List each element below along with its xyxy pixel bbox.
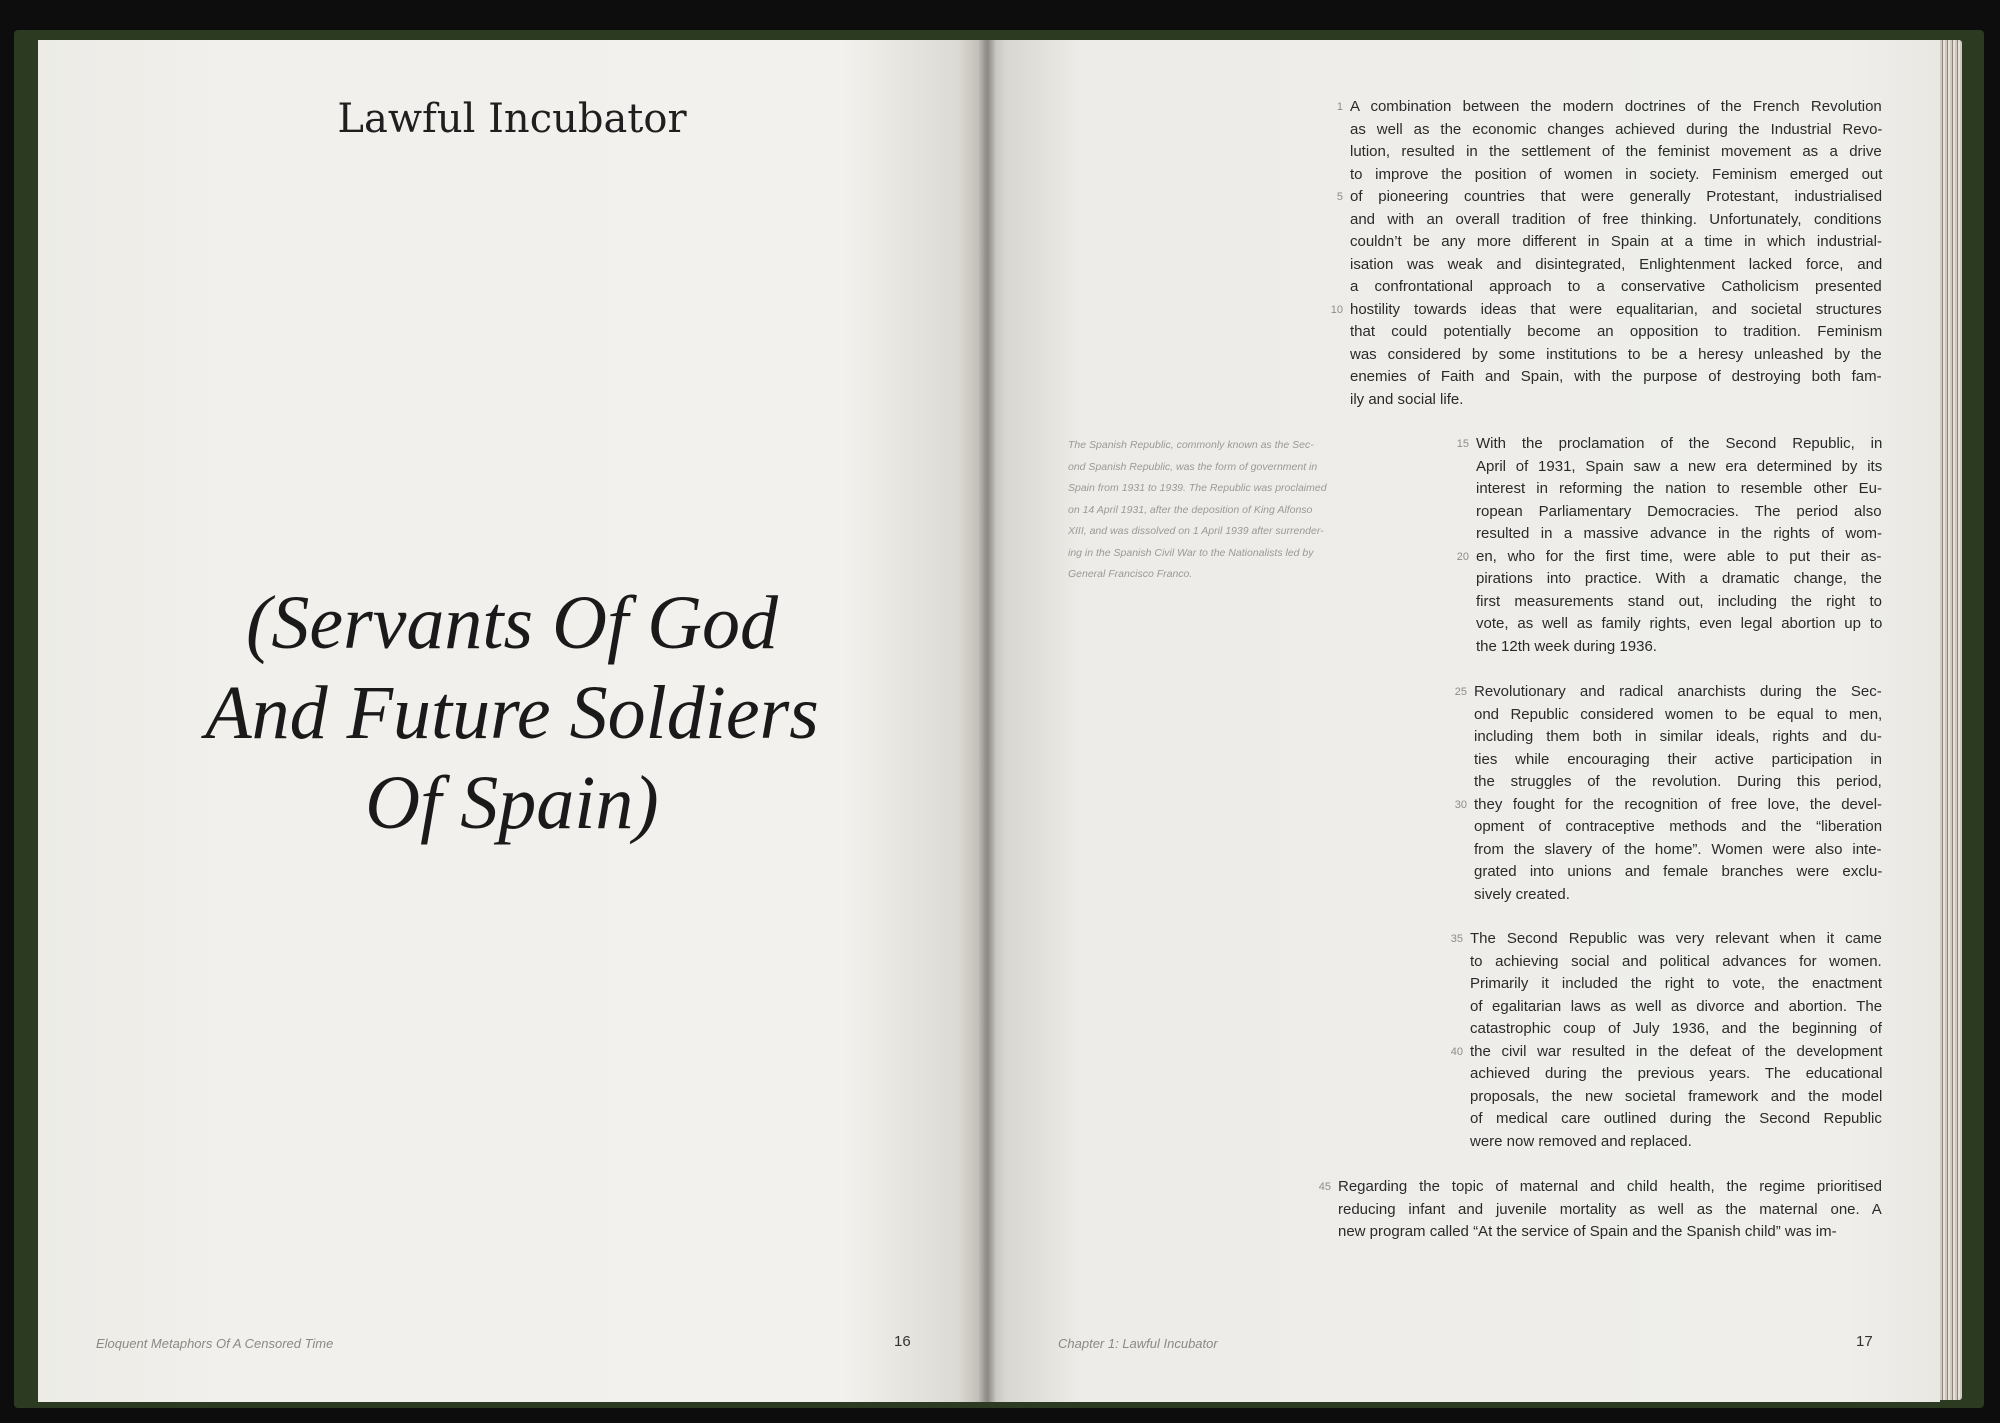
line-text: achieved during the previous years. The educational xyxy=(1470,1065,1883,1082)
right-footer: Chapter 1: Lawful Incubator xyxy=(1058,1336,1218,1351)
line-text: of medical care outlined during the Second Republic xyxy=(1470,1110,1882,1127)
note-line: XIII, and was dissolved on 1 April 1939 after surrender- xyxy=(1068,525,1324,537)
line-text: April of 1931, Spain saw a new era determined by its xyxy=(1476,457,1883,475)
note-line: ond Spanish Republic, was the form of government in xyxy=(1068,460,1318,473)
line-text: and with an overall tradition of free thinking. Unfortunately, conditions xyxy=(1350,210,1882,228)
text-line xyxy=(1350,254,1882,277)
line-text: resulted in a massive advance in the rights of wom- xyxy=(1476,525,1882,542)
line-text: Primarily it included the right to vote, the enactment xyxy=(1470,975,1883,992)
line-text: isation was weak and disintegrated, Enlightenment lacked force, and xyxy=(1350,255,1883,273)
body-paragraph xyxy=(1450,928,1883,1153)
text-line xyxy=(1336,186,1883,209)
line-text: opment of contraceptive methods and the “liberation xyxy=(1474,818,1883,835)
line-text: ond Republic considered women to be equal to men, xyxy=(1474,705,1883,723)
text-line xyxy=(1470,1131,1882,1154)
text-line xyxy=(1338,1221,1882,1244)
page-edges xyxy=(1940,40,1962,1400)
text-line xyxy=(1474,771,1882,794)
line-text: first measurements stand out, including the right to xyxy=(1476,592,1883,610)
body-paragraph xyxy=(1456,433,1883,658)
text-line xyxy=(1456,433,1883,456)
line-number: 45 xyxy=(1318,1181,1331,1193)
line-text: catastrophic coup of July 1936, and the beginning of xyxy=(1470,1020,1882,1037)
text-line xyxy=(1476,568,1882,591)
text-line xyxy=(1350,164,1882,187)
text-line xyxy=(1336,96,1882,119)
line-text: the 12th week during 1936. xyxy=(1476,637,1657,655)
text-line xyxy=(1330,299,1882,322)
line-text: Regarding the topic of maternal and child health, the regime prioritised xyxy=(1338,1178,1882,1195)
left-footer: Eloquent Metaphors Of A Censored Time xyxy=(96,1336,334,1351)
line-text: sively created. xyxy=(1474,885,1570,903)
line-text: from the slavery of the home”. Women were also inte- xyxy=(1474,840,1882,858)
line-text: proposals, the new societal framework and the model xyxy=(1470,1087,1883,1105)
text-line xyxy=(1476,636,1882,659)
line-text: the civil war resulted in the defeat of the development xyxy=(1470,1042,1883,1060)
line-text: of egalitarian laws as well as divorce and abortion. The xyxy=(1470,997,1883,1015)
text-line xyxy=(1470,996,1882,1019)
text-line xyxy=(1470,1063,1882,1086)
text-line xyxy=(1474,861,1882,884)
line-number: 10 xyxy=(1330,303,1343,316)
line-text: lution, resulted in the settlement of the feminist movement as a drive xyxy=(1350,143,1882,160)
subtitle xyxy=(38,578,986,848)
subtitle-line: (Servants Of God xyxy=(246,581,778,665)
line-text: were now removed and replaced. xyxy=(1470,1132,1692,1150)
line-text: the struggles of the revolution. During this period, xyxy=(1474,773,1882,790)
text-line xyxy=(1476,456,1882,479)
right-page xyxy=(986,40,1940,1402)
line-number: 40 xyxy=(1450,1045,1463,1058)
body-paragraph xyxy=(1330,96,1883,411)
line-text: to improve the position of women in society. Feminism emerged out xyxy=(1350,165,1883,183)
line-text: vote, as well as family rights, even legal abortion up to xyxy=(1476,615,1883,632)
text-line xyxy=(1450,928,1882,951)
line-text: new program called “At the service of Spain and the Spanish child” was im- xyxy=(1338,1223,1837,1240)
note-line: General Francisco Franco. xyxy=(1068,568,1193,580)
text-line xyxy=(1350,141,1882,164)
text-line xyxy=(1454,794,1883,817)
line-number: 15 xyxy=(1456,438,1469,450)
line-text: pirations into practice. With a dramatic change, the xyxy=(1476,570,1882,587)
line-text: The Second Republic was very relevant when it came xyxy=(1470,930,1882,947)
line-text: ties while encouraging their active participation in xyxy=(1474,750,1883,768)
line-text: hostility towards ideas that were equalitarian, and societal structures xyxy=(1350,300,1882,318)
text-line xyxy=(1476,523,1882,546)
body-paragraph xyxy=(1318,1176,1882,1244)
text-line xyxy=(1474,816,1882,839)
line-text: reducing infant and juvenile mortality as well as the maternal one. A xyxy=(1338,1200,1882,1218)
line-text: A combination between the modern doctrines of the French Revolution xyxy=(1350,98,1882,115)
line-text: a confrontational approach to a conservative Catholicism presented xyxy=(1350,278,1882,295)
text-line xyxy=(1338,1199,1882,1222)
text-line xyxy=(1350,366,1882,389)
line-text: was considered by some institutions to be a heresy unleashed by the xyxy=(1350,345,1882,363)
text-line xyxy=(1470,1108,1882,1131)
line-text: en, who for the first time, were able to put their as- xyxy=(1476,547,1882,565)
left-page-number: 16 xyxy=(894,1333,911,1350)
text-line xyxy=(1474,704,1882,727)
line-text: to achieving social and political advances for women. xyxy=(1470,952,1882,970)
text-line xyxy=(1350,209,1882,232)
text-line xyxy=(1474,884,1882,907)
line-text: couldn’t be any more different in Spain at a time in which industrial- xyxy=(1350,233,1882,250)
text-line xyxy=(1350,321,1882,344)
text-line xyxy=(1350,276,1882,299)
left-page xyxy=(38,40,986,1402)
text-line xyxy=(1474,726,1882,749)
text-line xyxy=(1350,389,1882,412)
text-line xyxy=(1476,478,1882,501)
text-line xyxy=(1450,1041,1883,1064)
line-text: that could potentially become an opposition to tradition. Feminism xyxy=(1350,323,1883,340)
right-page-number: 17 xyxy=(1856,1333,1873,1350)
line-number: 35 xyxy=(1450,933,1463,945)
line-text: including them both in similar ideals, rights and du- xyxy=(1474,728,1882,745)
text-line xyxy=(1474,839,1882,862)
line-text: With the proclamation of the Second Republic, in xyxy=(1476,435,1883,452)
text-line xyxy=(1470,1018,1882,1041)
line-text: they fought for the recognition of free love, the devel- xyxy=(1474,795,1883,813)
book-gutter xyxy=(978,40,996,1402)
text-line xyxy=(1470,973,1882,996)
line-text: enemies of Faith and Spain, with the purpose of destroying both fam- xyxy=(1350,368,1882,385)
line-text: ropean Parliamentary Democracies. The period also xyxy=(1476,502,1882,520)
line-text: as well as the economic changes achieved during the Industrial Revo- xyxy=(1350,120,1883,138)
subtitle-line: Of Spain) xyxy=(365,761,659,845)
text-line xyxy=(1456,546,1882,569)
note-line: ing in the Spanish Civil War to the Nationalists led by xyxy=(1068,546,1314,559)
note-line: The Spanish Republic, commonly known as the Sec- xyxy=(1068,439,1314,451)
line-number: 1 xyxy=(1336,101,1343,113)
body-paragraph xyxy=(1454,681,1883,906)
text-line xyxy=(1476,591,1882,614)
line-number: 25 xyxy=(1454,686,1467,698)
text-line xyxy=(1350,231,1882,254)
line-text: grated into unions and female branches were exclu- xyxy=(1474,863,1883,880)
line-number: 5 xyxy=(1336,191,1343,203)
line-number: 20 xyxy=(1456,550,1469,563)
text-line xyxy=(1476,501,1882,524)
margin-note xyxy=(1068,435,1368,586)
text-line xyxy=(1350,119,1882,142)
chapter-title: Lawful Incubator xyxy=(337,96,687,142)
line-text: of pioneering countries that were generally Protestant, industrialised xyxy=(1350,188,1883,205)
note-line: on 14 April 1931, after the deposition of King Alfonso xyxy=(1068,503,1313,516)
line-text: Revolutionary and radical anarchists during the Sec- xyxy=(1474,683,1882,700)
line-text: interest in reforming the nation to resemble other Eu- xyxy=(1476,480,1883,497)
text-line xyxy=(1474,749,1882,772)
line-number: 30 xyxy=(1454,798,1467,811)
subtitle-line: And Future Soldiers xyxy=(205,671,819,755)
text-line xyxy=(1454,681,1882,704)
text-line xyxy=(1318,1176,1882,1199)
text-line xyxy=(1470,951,1882,974)
text-line xyxy=(1350,344,1882,367)
note-line: Spain from 1931 to 1939. The Republic was proclaimed xyxy=(1068,482,1327,494)
text-line xyxy=(1470,1086,1882,1109)
text-line xyxy=(1476,613,1882,636)
line-text: ily and social life. xyxy=(1350,390,1464,408)
